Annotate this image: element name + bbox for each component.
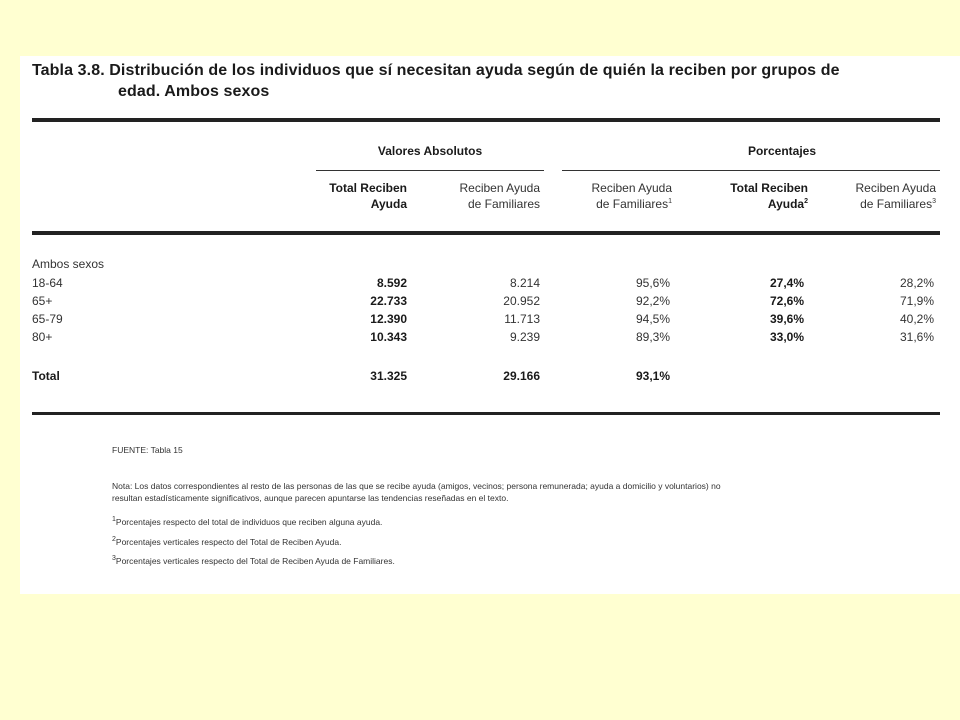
col-header-line: Reciben Ayuda <box>459 181 540 195</box>
table-cell: 29.166 <box>503 369 540 383</box>
table-cell: 8.214 <box>509 276 540 290</box>
group-header-absolute: Valores Absolutos <box>377 144 483 158</box>
section-label: Ambos sexos <box>32 257 105 271</box>
bottom-rule <box>32 412 940 415</box>
row-label: 18-64 <box>32 276 63 290</box>
table-cell: 12.390 <box>370 312 407 326</box>
group-header-percent: Porcentajes <box>747 144 817 158</box>
table-cell: 33,0% <box>769 330 804 344</box>
footnote-2: $^2$Porcentajes verticales respecto del Total de Reciben Ayuda. <box>112 536 342 547</box>
table-cell: 93,1% <box>635 369 670 383</box>
col-header-line: Ayuda$^2$ <box>767 197 808 211</box>
group-rule-percent <box>562 170 940 171</box>
table-cell: 89,3% <box>635 330 670 344</box>
col-header-line: Total Reciben <box>329 181 407 195</box>
table-cell: 22.733 <box>370 294 407 308</box>
table-cell: 9.239 <box>509 330 540 344</box>
table-cell: 8.592 <box>376 276 407 290</box>
col-header-line: de Familiares$^1$ <box>596 197 672 211</box>
col-header-familiares-pct-vertical <box>826 180 936 212</box>
table-cell: 11.713 <box>504 312 540 326</box>
col-header-line: de Familiares$^3$ <box>860 197 936 211</box>
table-sheet <box>20 56 960 594</box>
col-header-total-pct <box>700 180 808 212</box>
row-label: 80+ <box>32 330 53 344</box>
note-line: Nota: Los datos correspondientes al resto de las personas de las que se recibe ayuda (amigos, vecinos; persona remunerada; ayuda a domicilio y voluntarios) no <box>112 481 721 491</box>
col-header-line: Ayuda <box>370 197 407 211</box>
title-line-1: Tabla 3.8. Distribución de los individuos que sí necesitan ayuda según de quién la reciben por grupos de <box>32 62 840 79</box>
table-cell: 94,5% <box>635 312 670 326</box>
table-cell: 20.952 <box>503 294 540 308</box>
source-note: FUENTE: Tabla 15 <box>112 445 183 455</box>
table-cell: 28,2% <box>899 276 934 290</box>
row-label: 65+ <box>32 294 53 308</box>
top-rule <box>32 118 940 122</box>
header-rule <box>32 231 940 235</box>
table-cell: 95,6% <box>635 276 670 290</box>
total-label: Total <box>32 369 60 383</box>
table-cell: 31,6% <box>899 330 934 344</box>
table-cell: 72,6% <box>769 294 804 308</box>
table-cell: 39,6% <box>769 312 804 326</box>
table-title <box>32 60 840 102</box>
col-header-total-abs <box>307 180 407 212</box>
col-header-line: de Familiares <box>467 197 540 211</box>
note-text <box>112 480 912 504</box>
footnote-3: $^3$Porcentajes verticales respecto del Total de Reciben Ayuda de Familiares. <box>112 555 395 566</box>
col-header-familiares-abs <box>430 180 540 212</box>
table-cell: 71,9% <box>899 294 934 308</box>
note-line: resultan estadísticamente significativos, aunque parecen apuntarse las tendencias reseñadas en el texto. <box>112 493 509 503</box>
col-header-line: Reciben Ayuda <box>855 181 936 195</box>
col-header-line: Reciben Ayuda <box>591 181 672 195</box>
col-header-line: Total Reciben <box>730 181 808 195</box>
title-line-2: edad. Ambos sexos <box>118 83 270 100</box>
group-rule-absolute <box>316 170 544 171</box>
row-label: 65-79 <box>32 312 63 326</box>
col-header-familiares-pct <box>560 180 672 212</box>
table-cell: 92,2% <box>635 294 670 308</box>
table-cell: 40,2% <box>899 312 934 326</box>
table-cell: 10.343 <box>370 330 407 344</box>
table-cell: 31.325 <box>370 369 407 383</box>
table-cell: 27,4% <box>769 276 804 290</box>
footnote-1: $^1$Porcentajes respecto del total de individuos que reciben alguna ayuda. <box>112 516 383 527</box>
